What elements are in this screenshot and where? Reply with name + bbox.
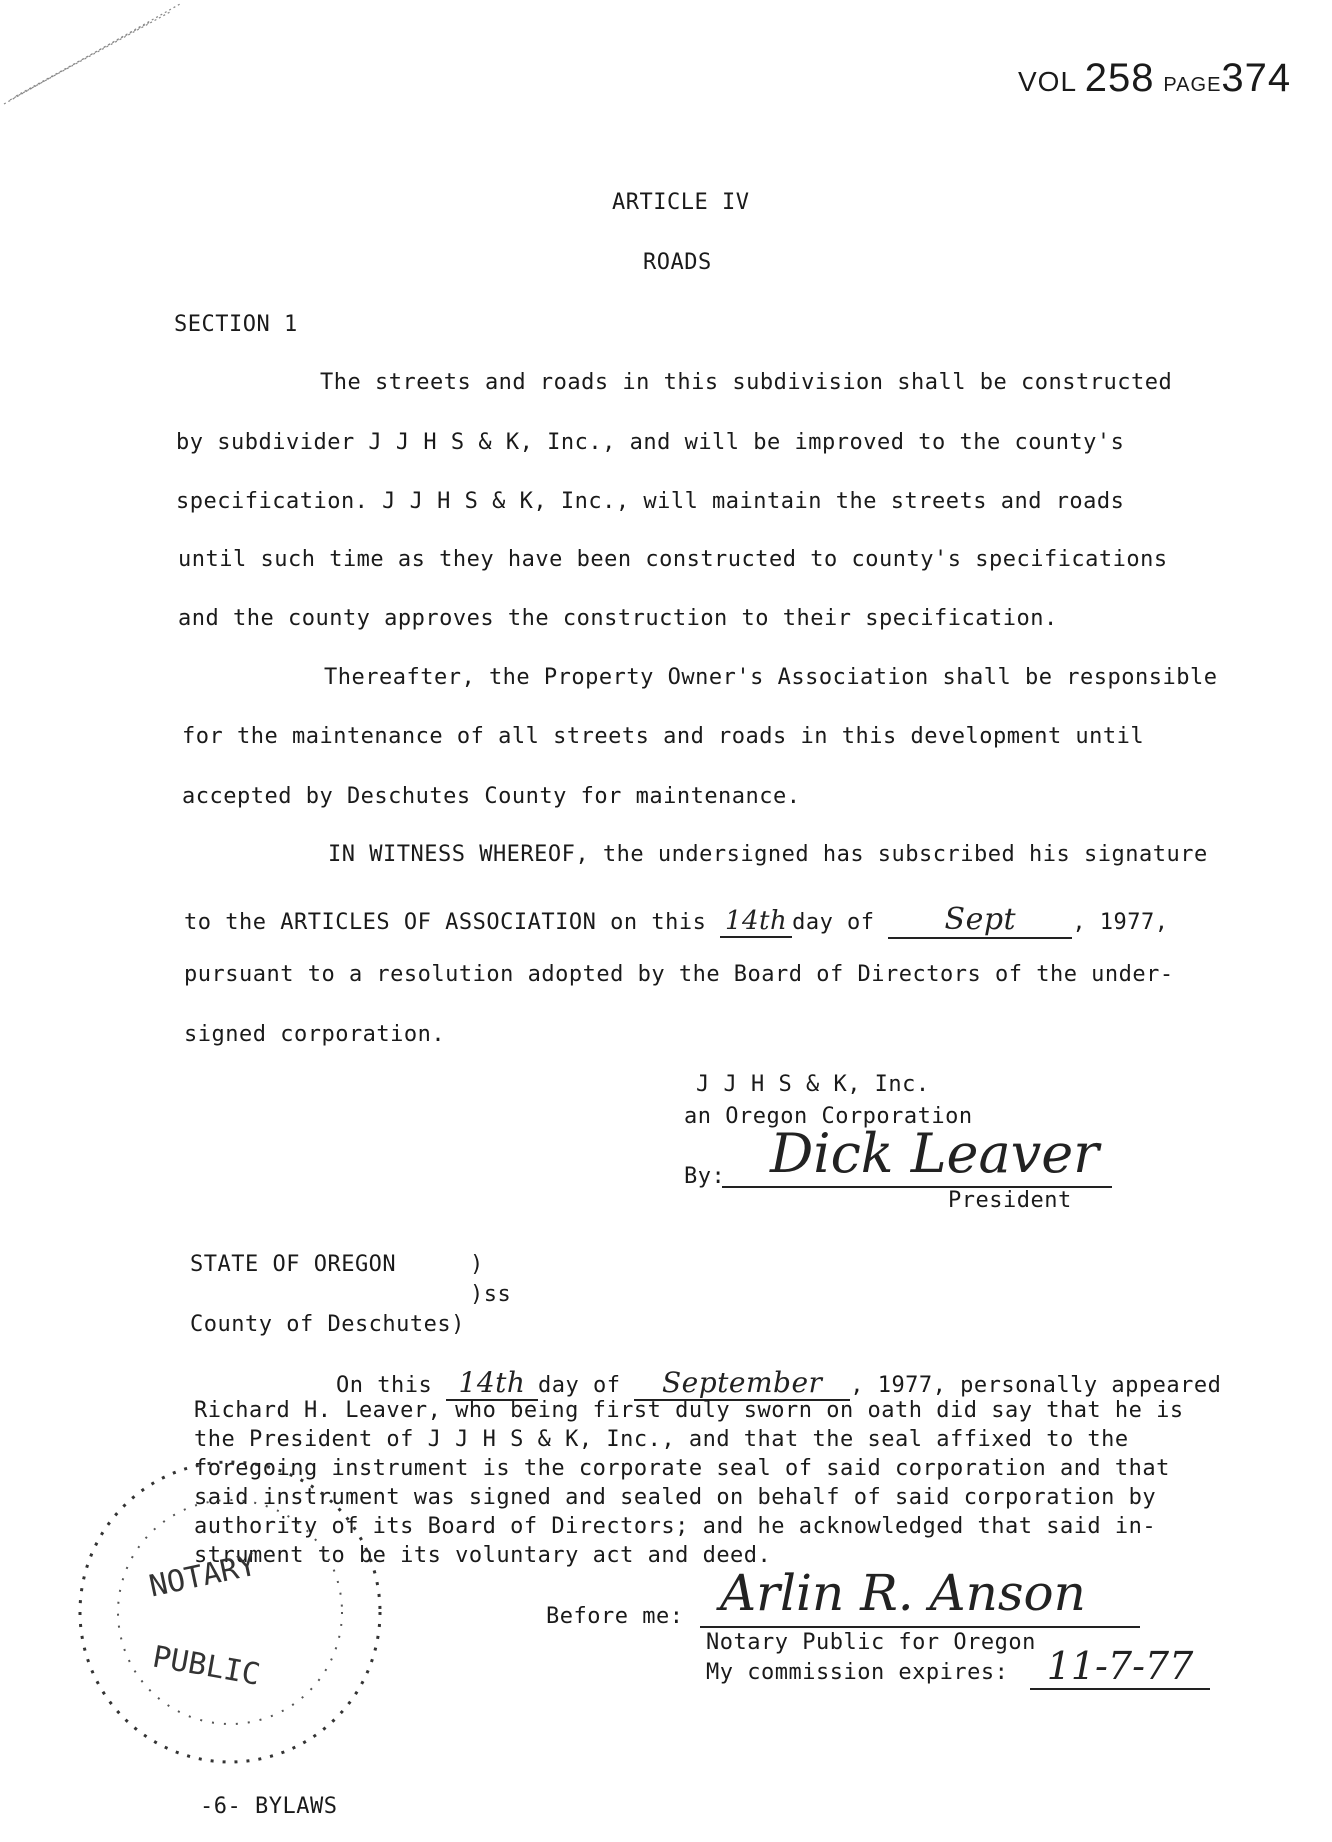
notary-text-c: , 1977, personally appeared: [850, 1373, 1222, 1398]
witness-text-a: to the ARTICLES OF ASSOCIATION on this: [184, 910, 707, 935]
seal-text-public: PUBLIC: [149, 1639, 263, 1693]
seal-text-notary: NOTARY: [146, 1547, 260, 1605]
notary-day-handwritten: 14th: [446, 1366, 538, 1401]
witness-text-b: day of: [792, 910, 875, 935]
footer-label: -6- BYLAWS: [200, 1794, 338, 1819]
body-line: specification. J J H S & K, Inc., will maintain the streets and roads: [176, 489, 1125, 514]
body-line: The streets and roads in this subdivision shall be constructed: [320, 370, 1173, 395]
by-label: By:: [684, 1164, 726, 1189]
body-line: until such time as they have been constructed to county's specifications: [178, 547, 1168, 572]
body-line: IN WITNESS WHEREOF, the undersigned has subscribed his signature: [328, 842, 1208, 867]
vol-number: 258: [1084, 56, 1155, 100]
body-line: accepted by Deschutes County for maintenance.: [182, 784, 801, 809]
notary-state: STATE OF OREGON: [190, 1252, 397, 1277]
notary-line: authority of its Board of Directors; and he acknowledged that said in-: [194, 1514, 1157, 1539]
page-label: PAGE: [1163, 74, 1222, 96]
body-line: Thereafter, the Property Owner's Association shall be responsible: [324, 665, 1218, 690]
witness-text-c: , 1977,: [1072, 910, 1169, 935]
notary-text-b: day of: [537, 1373, 621, 1398]
witness-month-handwritten: Sept: [888, 902, 1072, 939]
signer-title: President: [948, 1188, 1072, 1213]
notary-line: the President of J J H S & K, Inc., and that the seal affixed to the: [194, 1427, 1129, 1452]
body-line: signed corporation.: [184, 1022, 446, 1047]
notary-paren: ): [470, 1252, 484, 1277]
company-name: J J H S & K, Inc.: [696, 1072, 930, 1097]
before-me-label: Before me:: [546, 1604, 684, 1629]
notary-title: Notary Public for Oregon: [706, 1630, 1036, 1655]
body-line: for the maintenance of all streets and roads in this development until: [182, 724, 1145, 749]
page-number: 374: [1221, 56, 1292, 100]
notary-signature: Arlin R. Anson: [720, 1564, 1086, 1622]
article-subtitle: ROADS: [643, 250, 712, 275]
notary-ss: )ss: [470, 1282, 512, 1307]
company-type: an Oregon Corporation: [684, 1104, 973, 1129]
body-line: by subdivider J J H S & K, Inc., and will be improved to the county's: [176, 430, 1125, 455]
commission-label: My commission expires:: [706, 1660, 1009, 1685]
notary-line: strument to be its voluntary act and deed.: [194, 1543, 772, 1568]
notary-county: County of Deschutes): [190, 1312, 465, 1337]
notary-month-handwritten: September: [634, 1366, 850, 1401]
section-heading: SECTION 1: [174, 312, 298, 337]
notary-line: Richard H. Leaver, who being first duly sworn on oath did say that he is: [194, 1398, 1184, 1423]
president-signature: Dick Leaver: [770, 1122, 1099, 1185]
notary-text-a: On this: [336, 1373, 433, 1398]
notary-line: foregoing instrument is the corporate seal of said corporation and that: [194, 1456, 1170, 1481]
commission-date-handwritten: 11-7-77: [1030, 1644, 1210, 1690]
body-line: and the county approves the construction to their specification.: [178, 606, 1058, 631]
body-line: pursuant to a resolution adopted by the Board of Directors of the under-: [184, 962, 1174, 987]
witness-day-handwritten: 14th: [720, 906, 792, 938]
article-title: ARTICLE IV: [612, 190, 750, 215]
notary-line: said instrument was signed and sealed on behalf of said corporation by: [194, 1485, 1157, 1510]
vol-label: VOL: [1018, 66, 1076, 97]
